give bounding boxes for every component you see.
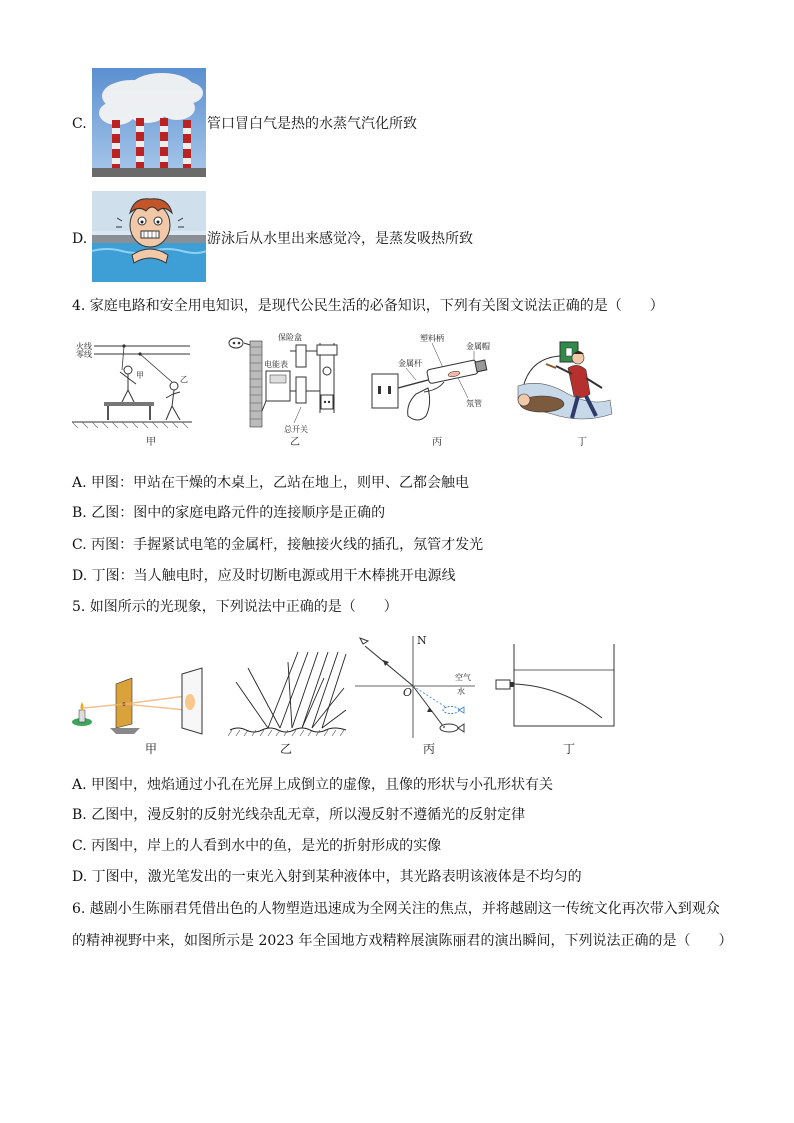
shivering-swimmer-cartoon — [92, 191, 206, 282]
q4-option-b: B. 乙图：图中的家庭电路元件的连接顺序是正确的 — [72, 505, 386, 521]
q4-bing-metal-rod-label: 金属杆 — [398, 359, 422, 368]
q4-figure-bing — [368, 332, 498, 432]
q5-option-d: D. 丁图中，激光笔发出的一束光入射到某种液体中，其光路表明该液体是不均匀的 — [72, 869, 582, 885]
smokestacks-photo — [92, 68, 206, 177]
q5-figure-jia — [70, 666, 210, 736]
q4-bing-metal-cap-label: 金属帽 — [466, 342, 490, 351]
q3-option-d-text: 游泳后从水里出来感觉冷，是蒸发吸热所致 — [207, 231, 473, 247]
q4-figure-yi — [224, 331, 354, 435]
q5-option-c: C. 丙图中，岸上的人看到水中的鱼，是光的折射形成的实像 — [72, 838, 442, 854]
q6-stem-line-1: 6. 越剧小生陈丽君凭借出色的人物塑造迅速成为全网关注的焦点，并将越剧这一传统文化再次带入到观众 — [72, 901, 720, 917]
q4-figure-yi-caption: 乙 — [290, 437, 300, 448]
q4-figure-bing-caption: 丙 — [432, 437, 442, 448]
q5-figure-yi — [228, 648, 348, 738]
q4-stem: 4. 家庭电路和安全用电知识，是现代公民生活的必备知识，下列有关图文说法正确的是（ ） — [72, 298, 664, 314]
q5-bing-air-label: 空气 — [455, 673, 471, 682]
q5-option-a: A. 甲图中，烛焰通过小孔在光屏上成倒立的虚像，且像的形状与小孔形状有关 — [72, 777, 554, 793]
q5-figure-jia-caption: 甲 — [145, 742, 158, 756]
q3-option-c-letter: C. — [72, 116, 87, 132]
q4-jia-person-a-label: 甲 — [136, 371, 144, 380]
q3-option-c-text: 管口冒白气是热的水蒸气汽化所致 — [207, 116, 417, 132]
q5-bing-water-label: 水 — [457, 687, 465, 696]
q5-figure-yi-caption: 乙 — [280, 742, 293, 756]
q5-stem: 5. 如图所示的光现象，下列说法中正确的是（ ） — [72, 599, 398, 615]
q4-figure-jia-caption: 甲 — [146, 437, 156, 448]
q4-jia-person-b-label: 乙 — [180, 375, 188, 384]
q5-figure-ding-caption: 丁 — [563, 742, 576, 756]
q4-jia-live-wire-label: 火线 — [76, 342, 92, 351]
q4-figure-ding-caption: 丁 — [577, 437, 587, 448]
q4-yi-main-switch-label: 总开关 — [284, 425, 308, 434]
q4-yi-meter-label: 电能表 — [264, 360, 288, 369]
q5-figure-bing-caption: 丙 — [423, 742, 436, 756]
q6-stem-line-2: 的精神视野中来，如图所示是 2023 年全国地方戏精粹展演陈丽君的演出瞬间，下列说法正确的是（ ） — [72, 933, 733, 949]
q4-bing-plastic-handle-label: 塑料柄 — [420, 334, 444, 343]
q4-option-a: A. 甲图：甲站在干燥的木桌上，乙站在地上，则甲、乙都会触电 — [72, 475, 470, 491]
q4-bing-neon-tube-label: 氖管 — [466, 399, 482, 408]
q4-yi-fuse-box-label: 保险盒 — [278, 333, 302, 342]
q5-figure-ding — [492, 640, 622, 730]
q4-option-c: C. 丙图：手握紧试电笔的金属杆，接触接火线的插孔，氖管才发光 — [72, 537, 484, 553]
q4-option-d: D. 丁图：当人触电时，应及时切断电源或用干木棒挑开电源线 — [72, 568, 456, 584]
q4-figure-ding — [512, 338, 622, 432]
q5-bing-normal-label: N — [417, 634, 427, 647]
q3-option-d-letter: D. — [72, 231, 88, 247]
q5-option-b: B. 乙图中，漫反射的反射光线杂乱无章，所以漫反射不遵循光的反射定律 — [72, 807, 526, 823]
q5-figure-bing — [355, 632, 485, 738]
q4-figure-jia — [72, 336, 192, 434]
q5-bing-origin-label: O — [403, 686, 413, 699]
q4-jia-neutral-wire-label: 零线 — [76, 350, 92, 359]
